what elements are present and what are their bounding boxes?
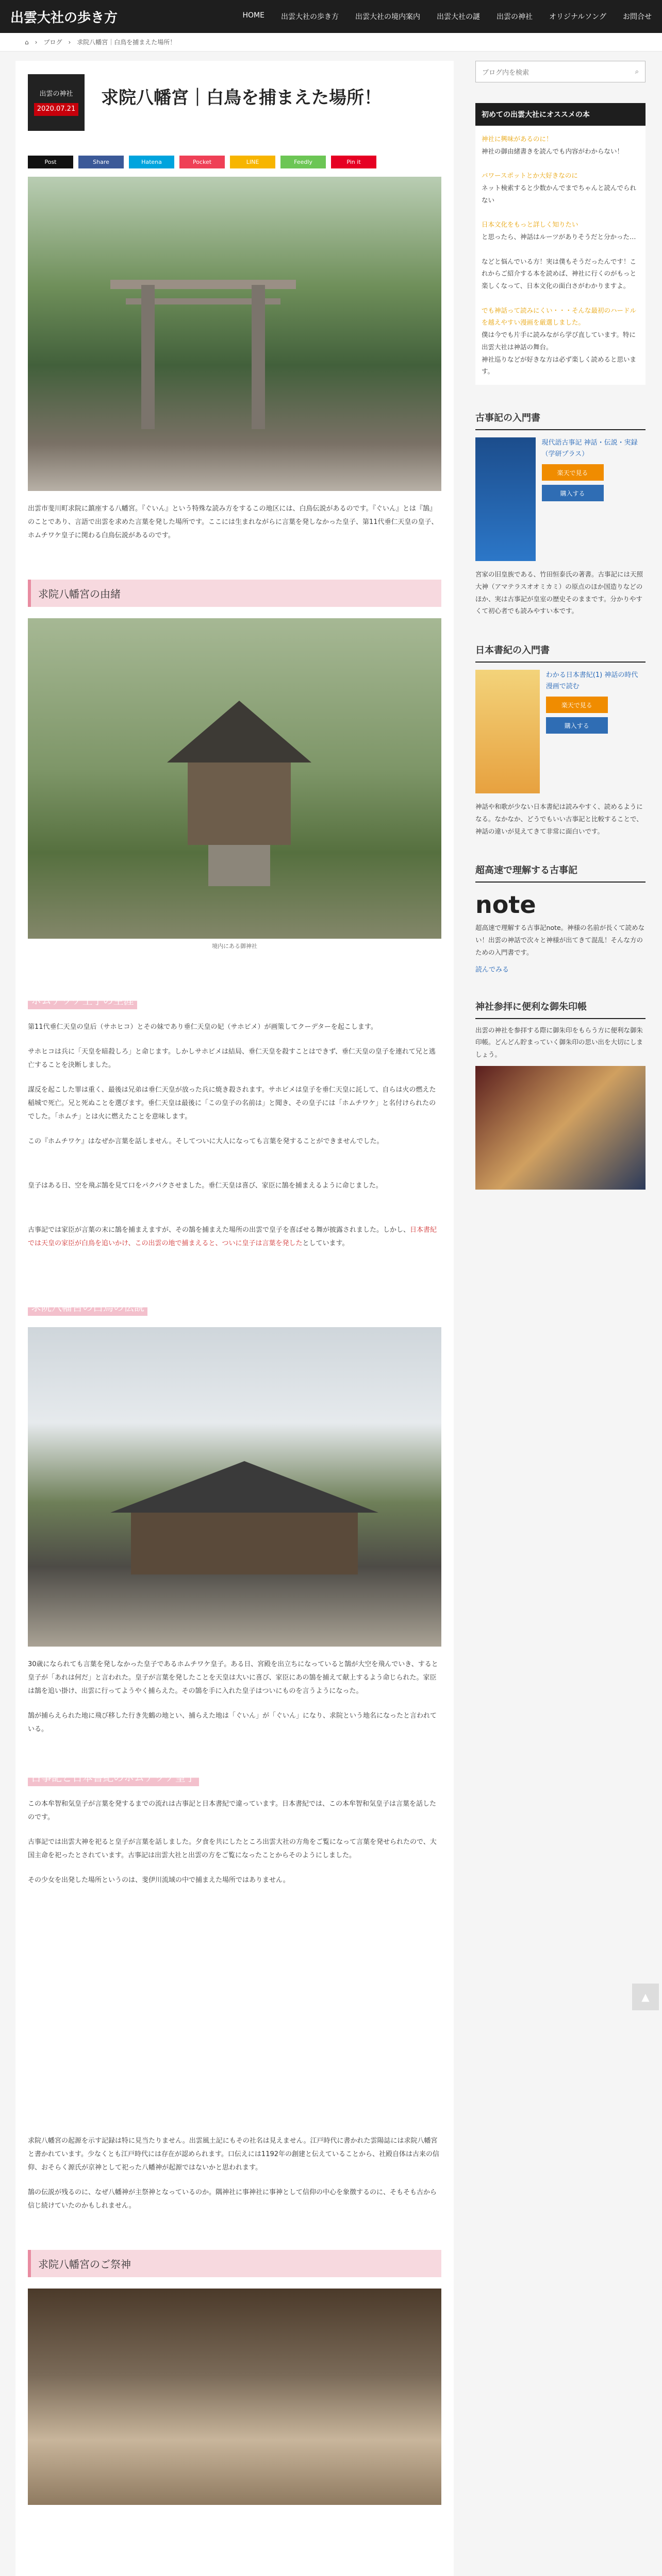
photo-caption: 境内にある御神社 (28, 939, 441, 953)
post-date: 2020.07.21 (34, 103, 78, 116)
note-widget (475, 858, 646, 973)
facebook-share-button[interactable]: Share (78, 156, 124, 168)
paragraph: 古事記では出雲大神を祀ると皇子が言葉を話しました。夕食を共にしたところ出雲大社の方角をご覧になって言葉を発せられたので、大国主命を祀ったとされています。古事記は出雲大社と出雲の方をご覧になったことからそのようにしました。 (28, 1838, 437, 1859)
nav-item[interactable]: お問合せ (623, 13, 652, 21)
paragraph: 鵠が捕らえられた地に飛び移した行き先鶴の地とい、捕らえた地は「ぐいん」が「ぐいん」になり、求院という地名になったと言われている。 (28, 1712, 437, 1733)
intro-widget: 初めての出雲大社にオススメの本 神社に興味があるのに！ 神社の御由緒書きを読んでも内容がわからない！ パワースポットとか大好きなのに ネット検索すると少数かんでまでちゃんと読んでられない 日本文化をもっと詳しく知りたい と思ったら、神話はルーツがありそうだと分かった… などと悩んでいる方！実は僕もそうだったんです！これからご紹介する本を読めば、神社に行くのがもっと楽しくなって、日本文化の面白さがわかりますよ。 でも神話って読みにくい・・・そんな最初のハードルを越えやすい漫画を厳選しました。 僕は今でも片手に読みながら学び直しています。特に出雲大社は神話の舞台。 神社巡りなどが好きな方は必ず楽しく読めると思います。 (475, 103, 646, 385)
book-cover[interactable] (475, 437, 536, 561)
note-link[interactable]: 読んでみる (475, 965, 509, 974)
nav-item[interactable]: 出雲大社の境内案内 (355, 13, 420, 21)
line-share-button[interactable]: LINE (230, 156, 275, 168)
book-title[interactable]: わかる日本書紀(1) 神話の時代 漫画で読む (545, 671, 638, 691)
share-buttons (28, 156, 441, 168)
search-input[interactable]: ブログ内を検索 ⌕ (475, 61, 646, 82)
buy-button[interactable]: 楽天で見る (542, 464, 604, 481)
torii-icon (105, 275, 301, 429)
widget-title: 日本書紀の入門書 (475, 638, 646, 663)
buy-button[interactable]: 購入する (546, 717, 608, 734)
hatena-share-button[interactable]: Hatena (129, 156, 174, 168)
book-title[interactable]: 現代語古事記 神話・伝説・実録（学研プラス） (541, 439, 638, 459)
paragraph: 求院八幡宮の起源を示す記録は特に見当たりません。出雲風土記にもその社名は見えません。江戸時代に書かれた雲陽誌には求院八幡宮と書かれています。少なくとも江戸時代には存在が認められます。口伝えには1192年の創建と伝えていることから、社殿自体は古来の信仰、おそらく源氏が京神として祀った八幡神が起源ではないかと思われます。 (28, 2137, 440, 2172)
goshuin-description: 出雲の神社を参拝する際に御朱印をもらう方に便利な御朱印帳。どんどん貯まっていく御朱印の思い出を大切にしましょう。 (475, 1026, 643, 1058)
nav-item[interactable]: 出雲大社の歩き方 (280, 13, 339, 21)
feedly-share-button[interactable]: Feedly (280, 156, 326, 168)
buy-button[interactable]: 購入する (542, 485, 604, 501)
paragraph: 謀反を起こした罪は重く、最後は兄弟は垂仁天皇が放った兵に焼き殺されます。サホビメは皇子を垂仁天皇に託して、自らは火の燃えた稲城で死亡。兄と死ぬことを選びます。垂仁天皇は最後に「この皇子の名前は」と聞き、その皇子には「ホムチワケ」と名付けられたのでした。「ホムチ」とは火に燃えたことを意味します。 (28, 1086, 436, 1121)
goshuin-widget (475, 994, 646, 1190)
shrine-icon (157, 690, 322, 886)
x-share-button[interactable]: Post (28, 156, 73, 168)
subsection-heading: 求院八幡宮の白鳥の伝説 (28, 1297, 441, 1316)
book-cover[interactable] (475, 670, 540, 793)
breadcrumb: ⌂ › ブログ › 求院八幡宮｜白鳥を捕まえた場所！ (0, 33, 662, 52)
paragraph: 古事記では家臣が言葉の末に鵠を捕まえますが、その鵠を捕まえた場所の出雲で皇子を喜ばせる舞が披露されました。しかし、日本書紀では天皇の家臣が白鳥を追いかけ、この出雲の地で捕まえると、ついに皇子は言葉を発したとしています。 (28, 1226, 437, 1247)
page-top-button[interactable]: ▲ (632, 1984, 659, 2010)
breadcrumb-item[interactable]: ブログ (43, 39, 62, 46)
paragraph: 30歳になられても言葉を発しなかった皇子であるホムチワケ皇子。ある日、宮殿を出立ちになっていると鵠が大空を飛んでいき、すると皇子が「あれは何だ」と言われた。皇子が言葉を発したことを天皇は大いに喜び、家臣にあの鵠を捕えて献上するよう命じられた。家臣は鵠を追い掛け、出雲に行ってようやく捕らえた。その鵠を手に入れた皇子はついにものを言うようになった。 (28, 1660, 438, 1695)
site-title[interactable]: 出雲大社の歩き方 (10, 10, 118, 26)
goshuin-image[interactable] (475, 1066, 646, 1190)
search-icon[interactable]: ⌕ (635, 67, 639, 76)
widget-title: 超高速で理解する古事記 (475, 858, 646, 883)
widget-title: 初めての出雲大社にオススメの本 (475, 103, 646, 126)
category-date-badge (28, 74, 85, 131)
intro-text: 出雲市斐川町求院に鎮座する八幡宮。『ぐいん』という特殊な読み方をするこの地区には、白鳥伝説があるのです。『ぐいん』とは『鵠』のことであり、言語で出雲を求めた言葉を発した場所です。ここには生まれながらに言葉を発しなかった皇子、第11代垂仁天皇の皇子、ホムチワケ皇子に関わる白鳥伝説があるのです。 (28, 505, 438, 539)
paragraph: 第11代垂仁天皇の皇后（サホヒコ）とその妹であり垂仁天皇の妃（サホビメ）が画策してクーデターを起こします。 (28, 1023, 377, 1031)
main-shrine-photo (28, 1327, 441, 1647)
home-icon[interactable]: ⌂ (25, 38, 29, 46)
section-heading: 求院八幡宮の由緒 (28, 580, 441, 607)
hall-icon (90, 1451, 399, 1585)
paragraph: その少女を出発した場所というのは、斐伊川流域の中で捕まえた場所ではありません。 (28, 1876, 290, 1884)
breadcrumb-current: 求院八幡宮｜白鳥を捕まえた場所！ (77, 39, 176, 46)
global-nav (242, 11, 652, 22)
nav-item[interactable]: HOME (242, 11, 264, 20)
sidebar (475, 61, 646, 2576)
nav-item[interactable]: 出雲大社の謎 (436, 13, 480, 21)
section-heading: 求院八幡宮のご祭神 (28, 2250, 441, 2277)
hero-image (28, 177, 441, 491)
paragraph: この本牟智和気皇子が言葉を発するまでの流れは古事記と日本書紀で違っています。日本書紀では、この本牟智和気皇子は言葉を話したのです。 (28, 1800, 436, 1821)
paragraph: この『ホムチワケ』はなぜか言葉を話しません。そしてついに大人になっても言葉を発することができませんでした。 (28, 1138, 384, 1145)
pinterest-share-button[interactable]: Pin it (331, 156, 376, 168)
widget-title: 神社参拝に便利な御朱印帳 (475, 994, 646, 1019)
article (15, 61, 454, 2576)
paragraph: 鵠の伝説が残るのに、なぜ八幡神が主祭神となっているのか。隅神社に事神社に事神として信仰の中心を象徴するのに、そもそも古から信じ続けていたのかもしれません。 (28, 2189, 437, 2210)
subsection-heading: 古事記と日本書紀のホムチワケ皇子 (28, 1767, 441, 1786)
shrine-photo (28, 618, 441, 953)
note-description: 超高速で理解する古事記note。神様の名前が長くて読めない！出雲の神話で次々と神様が出てきて混乱！そんな方のための入門書です。 (475, 924, 645, 956)
pocket-share-button[interactable]: Pocket (179, 156, 225, 168)
plaque-photo (28, 2289, 441, 2505)
paragraph: 皇子はある日、空を飛ぶ鵠を見て口をパクパクさせました。垂仁天皇は喜び、家臣に鵠を捕まえるように命じました。 (28, 1182, 383, 1190)
nav-item[interactable]: オリジナルソング (549, 13, 606, 21)
page-title: 求院八幡宮｜白鳥を捕まえた場所！ (101, 88, 382, 108)
book-description: 神話や和歌が少ない日本書紀は読みやすく、読めるようになる。なかなか、どうでもいい古事記と比較することで、神話の違いが見えてきて非常に面白いです。 (475, 803, 643, 835)
kojiki-widget (475, 405, 646, 617)
category-label[interactable]: 出雲の神社 (39, 90, 73, 98)
book-description: 宮家の旧皇族である、竹田恒泰氏の著書。古事記には天照大神（アマテラスオオミカミ）の原点のほか国造りなどのほか、実は古事記が皇室の歴史そのままです。分かりやすくて初心者でも読みやすい本です。 (475, 570, 643, 615)
shoki-widget (475, 638, 646, 837)
note-logo[interactable]: note (475, 891, 536, 919)
site-header (0, 0, 662, 33)
widget-title: 古事記の入門書 (475, 405, 646, 430)
paragraph: サホヒコは兵に「天皇を暗殺しろ」と命じます。しかしサホビメは結局、垂仁天皇を殺すことはできず、垂仁天皇の皇子を連れて兄と逃亡することを決断しました。 (28, 1048, 436, 1069)
nav-item[interactable]: 出雲の神社 (496, 13, 533, 21)
search-widget (475, 61, 646, 82)
buy-button[interactable]: 楽天で見る (546, 697, 608, 713)
subsection-heading: ホムチワケ王子の生涯 (28, 990, 441, 1009)
